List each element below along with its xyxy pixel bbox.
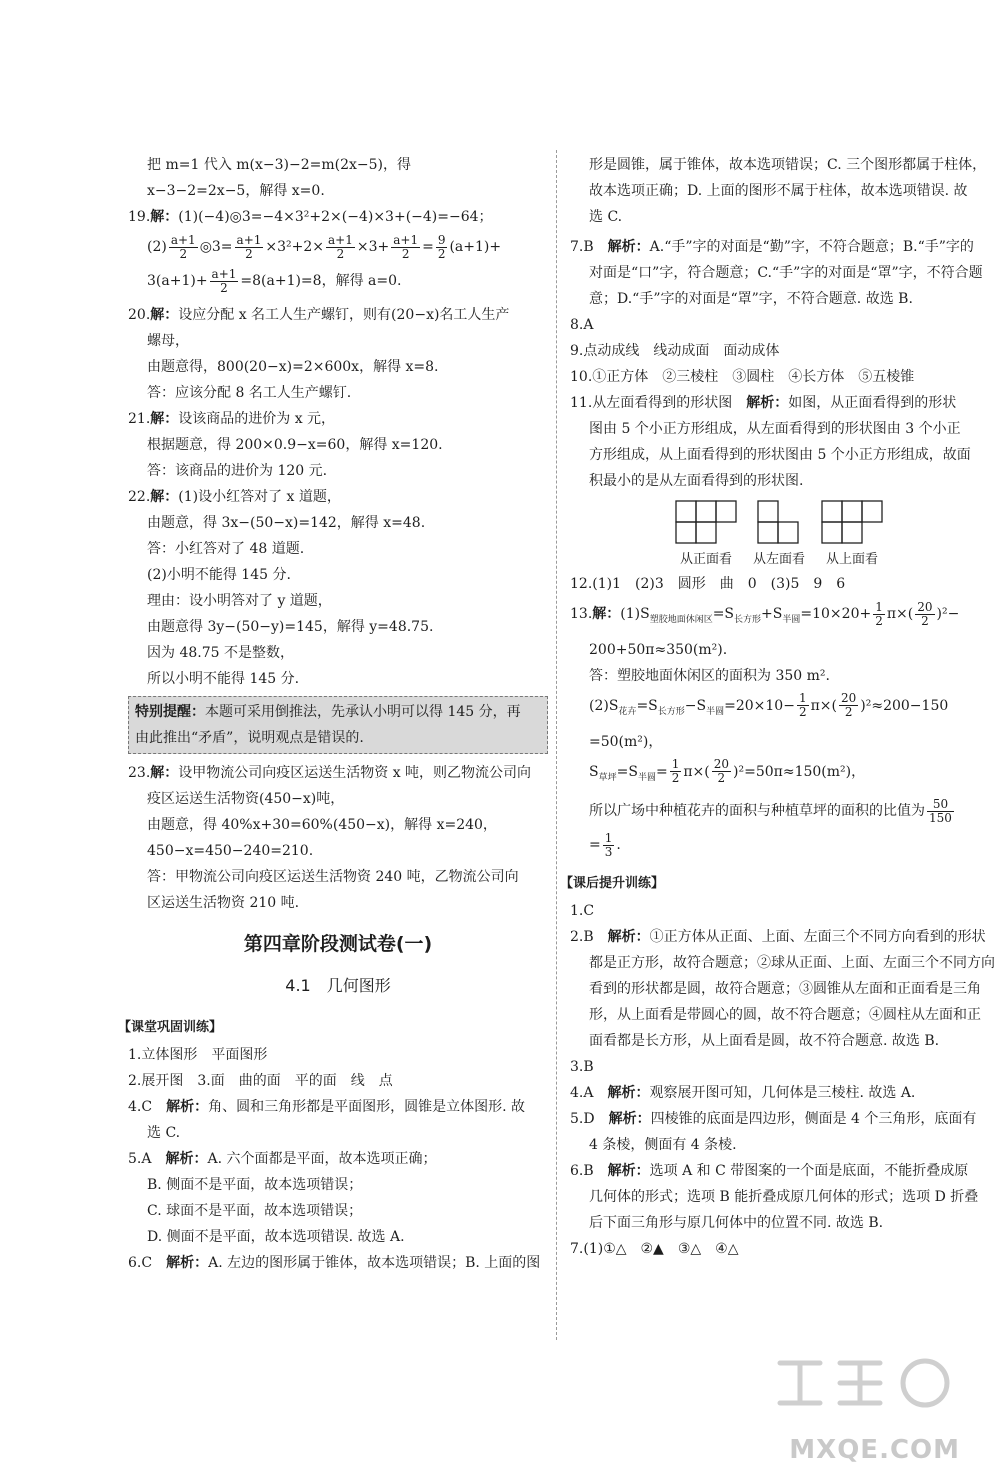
text-line: 看到的形状都是圆，故符合题意；③圆锥从左面和正面看是三角: [589, 981, 981, 998]
text-line: 由此推出“矛盾”，说明观点是错误的.: [135, 730, 364, 746]
text: =8(a+1)=8，解得 a=0.: [240, 273, 402, 289]
text-line: 答：塑胶地面休闲区的面积为 350 m².: [589, 667, 830, 684]
text-line: 因为 48.75 不是整数，: [147, 645, 294, 661]
subscript: 花卉: [618, 706, 637, 717]
subscript: 长方形: [734, 614, 762, 625]
text: 11.从左面看得到的形状图: [570, 395, 747, 411]
text: =S: [712, 606, 735, 622]
numerator: a+1: [393, 232, 419, 247]
text-line: 答：该商品的进价为 120 元.: [147, 463, 328, 479]
problem-number: 19.: [128, 209, 151, 225]
subscript: 长方形: [657, 706, 685, 717]
answer-2: [570, 924, 988, 950]
text: 四棱锥的底面是四边形，侧面是 4 个三角形，底面有: [650, 1111, 977, 1128]
problem-21: [128, 406, 548, 432]
text-line: 设甲物流公司向疫区运送生活物资 x 吨，则乙物流公司向: [178, 765, 532, 781]
text-line: 7.(1)①△ ②▲ ③△ ④△: [570, 1241, 739, 1258]
analysis-label: 解析：: [607, 929, 650, 946]
figure-caption: 从上面看: [825, 552, 878, 567]
text: π×(: [683, 763, 710, 780]
problem-number: 20.: [128, 307, 151, 323]
text-line: 根据题意，得 200×0.9−x=60，解得 x=120.: [147, 437, 443, 453]
section-title: 4.1 几何图形: [285, 976, 391, 995]
text-line: 2.展开图 3.面 曲的面 平的面 线 点: [128, 1073, 393, 1089]
text: ◎3=: [199, 239, 233, 255]
numerator: a+1: [328, 232, 353, 247]
question-7: [570, 234, 988, 260]
text: S: [589, 763, 599, 780]
top-view-figure: [821, 500, 883, 567]
formula-line: [128, 264, 548, 298]
text: 角、圆和三角形都是平面图形，圆锥是立体图形. 故: [208, 1099, 525, 1115]
text: =S: [616, 763, 638, 780]
formula-line: [570, 828, 988, 862]
subscript: 塑胶地面休闲区: [649, 614, 713, 625]
text-line: 设应分配 x 名工人生产螺钉，则有(20−x)名工人生产: [178, 307, 510, 323]
text-line: 疫区运送生活物资(450−x)吨，: [147, 791, 345, 807]
analysis-label: 解析：: [166, 1099, 209, 1115]
watermark-text: MXQE.COM: [789, 1435, 960, 1465]
text: )²≈200−150: [860, 697, 949, 714]
formula-line: [570, 755, 988, 795]
analysis-label: 解析：: [607, 239, 650, 255]
analysis-label: 解析：: [746, 395, 789, 411]
solution-label: 解：: [592, 606, 621, 622]
text-line: x−3−2=2x−5，解得 x=0.: [147, 183, 325, 199]
text-line: 理由：设小明答对了 y 道题，: [147, 593, 332, 609]
text: ×3+: [356, 239, 390, 255]
answer-6: [570, 1158, 988, 1184]
text: π×(: [810, 697, 837, 714]
text-line: 故本选项正确；D. 上面的图形不属于柱体，故本选项错误. 故: [589, 183, 968, 199]
text: (a+1)+: [449, 239, 502, 255]
text-line: [135, 699, 541, 725]
numerator: 9: [437, 232, 446, 247]
answer-5: [570, 1106, 988, 1132]
denominator: 2: [245, 246, 253, 261]
watermark-logo-icon: [760, 1343, 960, 1433]
text-line: 选 C.: [147, 1125, 181, 1141]
text-line: 积最小的是从左面看得到的形状图.: [589, 473, 804, 489]
text-line: 后下面三角形与原几何体中的位置不同. 故选 B.: [589, 1215, 884, 1232]
column-divider: [556, 150, 557, 1340]
text-line: 选 C.: [589, 209, 623, 225]
text-line: 8.A: [570, 317, 594, 333]
view-figures: [570, 500, 988, 567]
text-line: 答：小红答对了 48 道题.: [147, 541, 305, 557]
subscript: 半圆: [782, 614, 801, 625]
fraction: [873, 601, 885, 628]
text: 5.A: [128, 1151, 166, 1167]
right-column: [560, 152, 995, 1262]
text: 4.C: [128, 1099, 167, 1115]
problem-20: [128, 302, 548, 328]
section-heading: 【课后提升训练】: [560, 876, 665, 892]
text-line: D. 侧面不是平面，故本选项错误. 故选 A.: [147, 1229, 405, 1245]
question-4: [128, 1094, 548, 1120]
text: 本题可采用倒推法，先承认小明可以得 145 分，再: [205, 704, 521, 720]
text: =: [655, 763, 668, 780]
denominator: 2: [437, 246, 446, 261]
text: (1)S: [620, 606, 650, 622]
figure-caption: 从左面看: [752, 552, 805, 567]
text: 观察展开图可知，几何体是三棱柱. 故选 A.: [649, 1085, 916, 1102]
fraction: [915, 601, 934, 628]
text: 6.C: [128, 1255, 167, 1271]
text: 5.D: [570, 1111, 609, 1128]
text-line: 1.立体图形 平面图形: [128, 1047, 268, 1063]
text: )²=50π≈150(m²)，: [733, 763, 866, 780]
subscript: 半圆: [637, 772, 656, 783]
text-line: 由题意，得 40%x+30=60%(450−x)，解得 x=240，: [147, 817, 497, 833]
subscript: 半圆: [706, 706, 725, 717]
fraction: [391, 234, 420, 261]
fraction: [436, 234, 448, 261]
text: =: [589, 837, 601, 854]
numerator: a+1: [236, 232, 262, 247]
formula-line: [128, 230, 548, 264]
denominator: 2: [179, 246, 188, 261]
text: .: [616, 837, 621, 854]
text-line: 图由 5 个小正方形组成，从左面看得到的形状图由 3 个小正: [589, 421, 961, 437]
text-line: 形，从上面看是带圆心的圆，故不符合题意；④圆柱从左面和正: [589, 1007, 981, 1024]
denominator: 150: [929, 810, 952, 825]
text-line: 10.①正方体 ②三棱柱 ③圆柱 ④长方体 ⑤五棱锥: [570, 369, 915, 385]
text: 2.B: [570, 929, 608, 946]
solution-label: 解：: [150, 765, 179, 781]
text-line: 200+50π≈350(m²).: [589, 641, 728, 658]
text: 所以广场中种植花卉的面积与种植草坪的面积的比值为: [589, 803, 925, 820]
figure-caption: 从正面看: [679, 552, 732, 567]
text-line: 几何体的形式；选项 B 能折叠成原几何体的形式；选项 D 折叠: [589, 1189, 979, 1206]
denominator: 2: [717, 771, 726, 786]
top-view-grid: [821, 500, 883, 544]
text-line: 由题意得，800(20−x)=2×600x，解得 x=8.: [147, 359, 439, 375]
text: 如图，从正面看得到的形状: [788, 395, 957, 411]
text-line: C. 球面不是平面，故本选项错误；: [147, 1203, 363, 1219]
text: A. 六个面都是平面，故本选项正确；: [207, 1151, 437, 1167]
text-line: 由题意得 3y−(50−y)=145，解得 y=48.75.: [147, 619, 434, 635]
text: A.“手”字的对面是“勤”字，不符合题意；B.“手”字的: [649, 239, 974, 255]
text: A. 左边的图形属于锥体，故本选项错误；B. 上面的图: [208, 1255, 541, 1271]
text-line: =50(m²)，: [589, 733, 663, 750]
problem-number: 13.: [570, 606, 593, 622]
text-line: 把 m=1 代入 m(x−3)−2=m(2x−5)，得: [147, 157, 412, 173]
problem-number: 21.: [128, 411, 151, 427]
text-line: 设该商品的进价为 x 元，: [178, 411, 336, 427]
fraction: [326, 234, 355, 261]
text: 3(a+1)+: [147, 273, 208, 289]
reminder-label: 特别提醒：: [135, 704, 205, 720]
problem-number: 23.: [128, 765, 151, 781]
numerator: 1: [604, 830, 613, 845]
fraction: [927, 798, 954, 825]
problem-23: [128, 760, 548, 786]
text: =S: [636, 697, 658, 714]
chapter-title: 第四章阶段测试卷(一): [243, 933, 433, 955]
fraction: [169, 234, 198, 261]
denominator: 2: [401, 246, 410, 261]
subscript: 草坪: [598, 772, 617, 783]
problem-number: 22.: [128, 489, 151, 505]
analysis-label: 解析：: [166, 1255, 209, 1271]
text: 选项 A 和 C 带图案的一个面是底面，不能折叠成原: [649, 1163, 969, 1180]
fraction: [210, 268, 239, 295]
text-line: 所以小明不能得 145 分.: [147, 671, 300, 687]
numerator: 20: [713, 757, 730, 772]
text-line: (1)设小红答对了 x 道题，: [178, 489, 341, 505]
text: ①正方体从正面、上面、左面三个不同方向看到的形状: [649, 929, 986, 946]
solution-label: 解：: [150, 489, 179, 505]
numerator: 1: [798, 691, 807, 706]
fraction: [712, 758, 731, 785]
text: =: [422, 239, 434, 255]
text-line: 意；D.“手”字的对面是“罩”字，不符合题意. 故选 B.: [589, 291, 913, 307]
text-line: 450−x=450−240=210.: [147, 843, 314, 859]
denominator: 2: [875, 613, 883, 628]
front-view-figure: [675, 500, 737, 567]
text: π×(: [886, 606, 914, 622]
fraction: [603, 832, 615, 859]
solution-label: 解：: [150, 307, 179, 323]
question-5: [128, 1146, 548, 1172]
denominator: 2: [336, 246, 345, 261]
denominator: 3: [604, 844, 613, 859]
text-line: 对面是“口”字，符合题意；C.“手”字的对面是“罩”字，不符合题: [589, 265, 983, 281]
numerator: 20: [841, 691, 857, 706]
text: =20×10−: [724, 697, 795, 714]
formula-line: [570, 689, 988, 729]
text-line: 方形组成，从上面看得到的形状图由 5 个小正方形组成，故面: [589, 447, 971, 463]
denominator: 2: [798, 705, 807, 720]
denominator: 2: [671, 771, 680, 786]
solution-label: 解：: [150, 209, 179, 225]
text-line: (1)(−4)◎3=−4×3²+2×(−4)×3+(−4)=−64；: [178, 209, 493, 225]
question-6: [128, 1250, 548, 1276]
text-line: 9.点动成线 线动成面 面动成体: [570, 343, 780, 359]
formula-line: [570, 794, 988, 828]
text-line: 4 条棱，侧面有 4 条棱.: [589, 1137, 737, 1154]
fraction: [797, 692, 809, 719]
front-view-grid: [675, 500, 737, 544]
text-line: 由题意，得 3x−(50−x)=142，解得 x=48.: [147, 515, 426, 531]
numerator: 50: [927, 798, 954, 812]
denominator: 2: [921, 613, 929, 628]
numerator: 20: [917, 599, 933, 614]
text-line: 3.B: [570, 1059, 594, 1076]
analysis-label: 解析：: [165, 1151, 208, 1167]
text-line: 螺母，: [147, 333, 189, 349]
text: (2): [147, 239, 167, 255]
denominator: 2: [844, 705, 853, 720]
numerator: 1: [875, 599, 883, 614]
denominator: 2: [220, 280, 228, 295]
text-line: 面看都是长方形，从上面看是圆，故不符合题意. 故选 B.: [589, 1033, 940, 1050]
numerator: 1: [671, 757, 680, 772]
left-view-grid: [757, 500, 801, 544]
problem-19: [128, 204, 548, 230]
text: +S: [761, 606, 783, 622]
numerator: a+1: [170, 232, 196, 247]
problem-13: [570, 597, 988, 637]
text: 4.A: [570, 1085, 608, 1102]
left-view-figure: [753, 500, 805, 567]
fraction: [839, 692, 858, 719]
answer-4: [570, 1080, 988, 1106]
analysis-label: 解析：: [607, 1163, 650, 1180]
analysis-label: 解析：: [607, 1085, 650, 1102]
problem-22: [128, 484, 548, 510]
text: 7.B: [570, 239, 608, 255]
text-line: 都是正方形，故符合题意；②球从正面、上面、左面三个不同方向: [589, 955, 995, 972]
numerator: a+1: [211, 266, 237, 281]
left-column: [118, 152, 548, 1276]
text-line: 答：甲物流公司向疫区运送生活物资 240 吨，乙物流公司向: [147, 869, 519, 885]
special-reminder-box: [128, 696, 548, 754]
text: =10×20+: [800, 606, 872, 622]
text-line: 1.C: [570, 903, 595, 920]
analysis-label: 解析：: [608, 1111, 651, 1128]
question-11: [570, 390, 988, 416]
text-line: 形是圆锥，属于锥体，故本选项错误；C. 三个图形都属于柱体，: [589, 157, 987, 173]
fraction: [235, 234, 264, 261]
solution-label: 解：: [150, 411, 179, 427]
section-heading: 【课堂巩固训练】: [118, 1020, 223, 1035]
text-line: 12.(1)1 (2)3 圆形 曲 0 (3)5 9 6: [570, 576, 846, 592]
text: )²−: [936, 606, 960, 622]
fraction: [670, 758, 682, 785]
text: 6.B: [570, 1163, 608, 1180]
text: −S: [684, 697, 707, 714]
text: (2)S: [589, 697, 619, 714]
text-line: B. 侧面不是平面，故本选项错误；: [147, 1177, 363, 1193]
text-line: (2)小明不能得 145 分.: [147, 567, 291, 583]
text-line: 区运送生活物资 210 吨.: [147, 895, 300, 911]
text: ×3²+2×: [265, 239, 325, 255]
text-line: 答：应该分配 8 名工人生产螺钉.: [147, 385, 352, 401]
